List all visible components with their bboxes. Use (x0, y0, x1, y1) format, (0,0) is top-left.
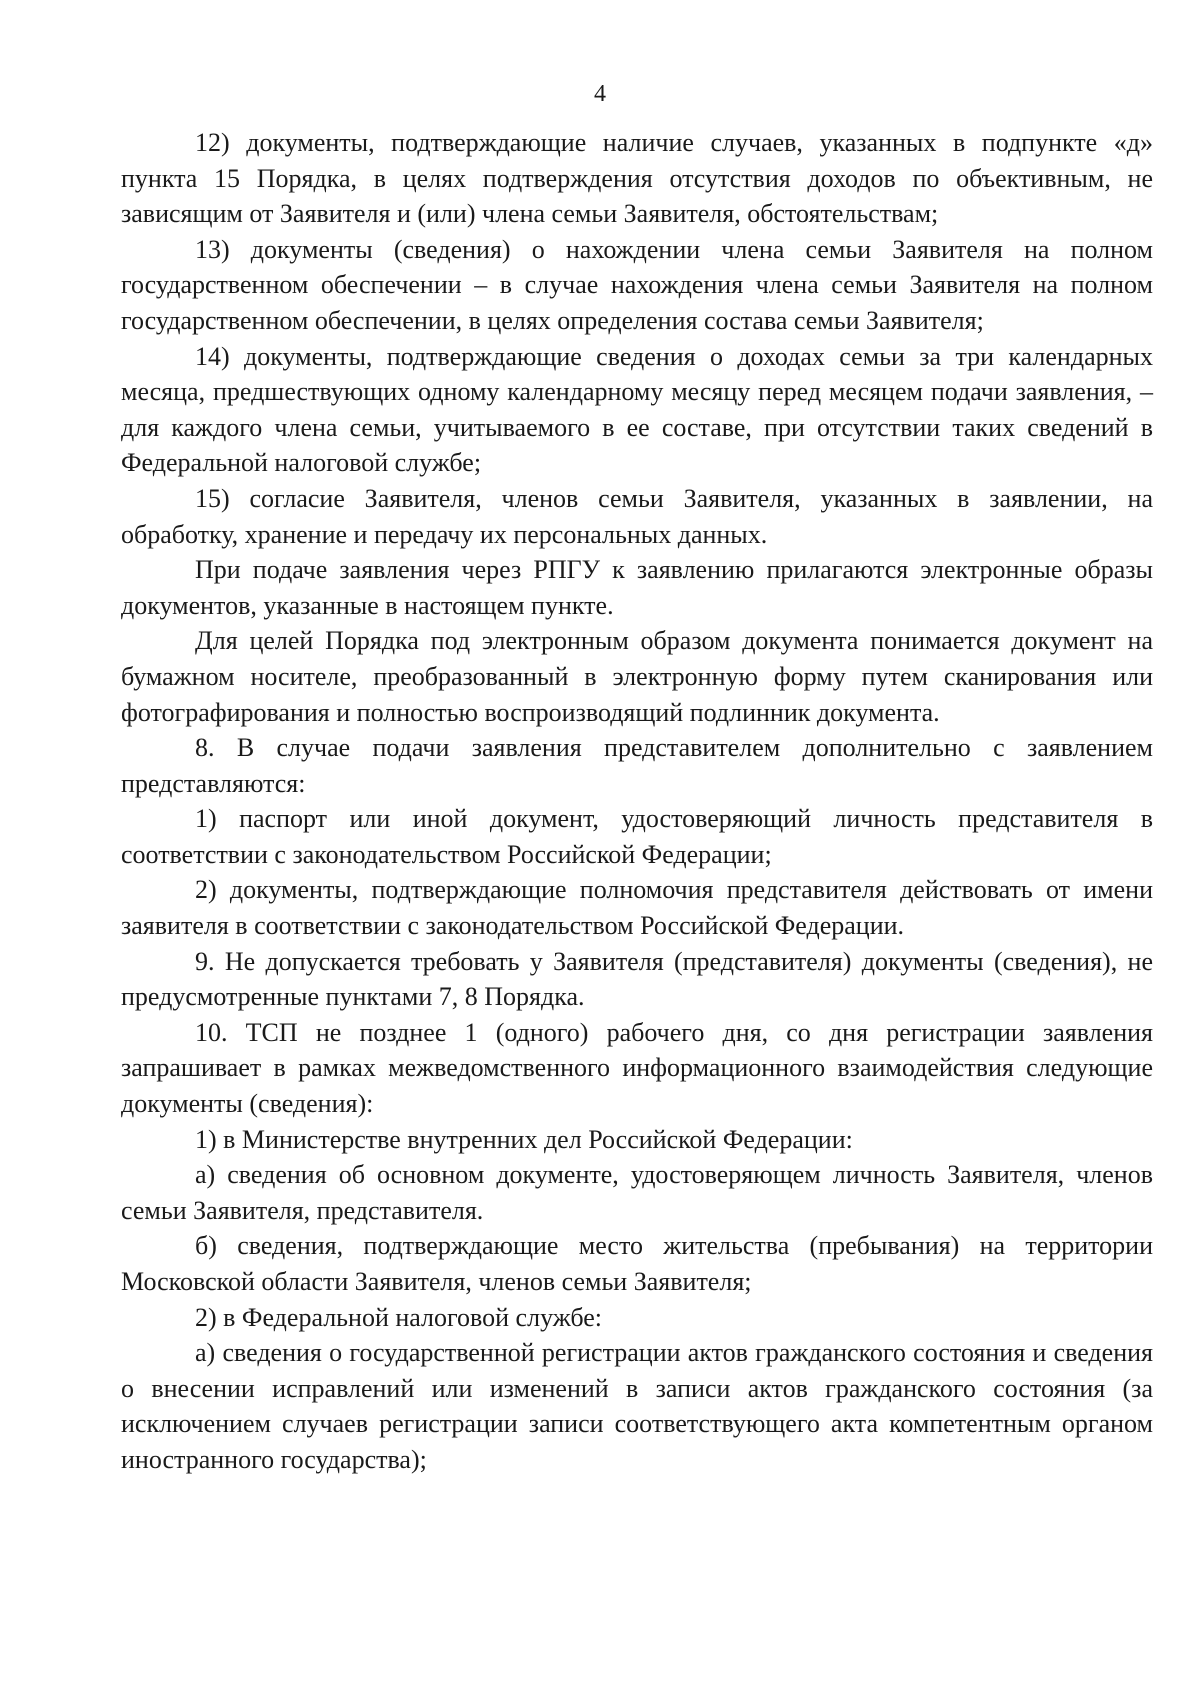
paragraph-clause-8: 8. В случае подачи заявления представителем дополнительно с заявлением представляются: (121, 733, 1153, 798)
paragraph-item-15: 15) согласие Заявителя, членов семьи Заявителя, указанных в заявлении, на обработку, хранение и передачу их персональных данных. (121, 483, 1153, 549)
paragraph-item-14: 14) документы, подтверждающие сведения о доходах семьи за три календарных месяца, предшествующих одному календарному месяцу перед месяцем подачи заявления, – для каждого члена семьи, учитываемого в ее составе, при отсутствии таких сведений в Федеральной налоговой службе; (121, 341, 1153, 478)
paragraph-clause-9: 9. Не допускается требовать у Заявителя (представителя) документы (сведения), не предусмотренные пунктами 7, 8 Порядка. (121, 946, 1153, 1012)
paragraph-rpgu-submission: При подаче заявления через РПГУ к заявлению прилагаются электронные образы документов, указанные в настоящем пункте. (121, 555, 1153, 620)
paragraph-item-13: 13) документы (сведения) о нахождении члена семьи Заявителя на полном государственном обеспечении – в случае нахождения члена семьи Заявителя на полном государственном обеспечении, в целях определения состава семьи Заявителя; (121, 234, 1153, 335)
document-body (121, 125, 1153, 1478)
paragraph-clause-10-item-2: 2) в Федеральной налоговой службе: (195, 1302, 602, 1332)
page-number: 4 (594, 81, 606, 107)
paragraph-clause-10-item-1a: а) сведения об основном документе, удостоверяющем личность Заявителя, членов семьи Заявителя, представителя. (121, 1160, 1153, 1225)
paragraph-electronic-image-definition: Для целей Порядка под электронным образом документа понимается документ на бумажном носителе, преобразованный в электронную форму путем сканирования или фотографирования и полностью воспроизводящий подлинник документа. (121, 626, 1153, 727)
paragraph-clause-10-item-1b: б) сведения, подтверждающие место жительства (пребывания) на территории Московской области Заявителя, членов семьи Заявителя; (121, 1231, 1153, 1296)
paragraph-clause-10-item-2a: а) сведения о государственной регистрации актов гражданского состояния и сведения о внесении исправлений или изменений в записи актов гражданского состояния (за исключением случаев регистрации записи соответствующего акта компетентным органом иностранного государства); (121, 1338, 1153, 1474)
paragraph-clause-10-item-1: 1) в Министерстве внутренних дел Российской Федерации: (195, 1124, 853, 1154)
paragraph-clause-10: 10. ТСП не позднее 1 (одного) рабочего дня, со дня регистрации заявления запрашивает в рамках межведомственного информационного взаимодействия следующие документы (сведения): (121, 1017, 1153, 1119)
paragraph-clause-8-item-2: 2) документы, подтверждающие полномочия представителя действовать от имени заявителя в соответствии с законодательством Российской Федерации. (121, 875, 1153, 941)
paragraph-clause-8-item-1: 1) паспорт или иной документ, удостоверяющий личность представителя в соответствии с законодательством Российской Федерации; (121, 804, 1153, 869)
paragraph-item-12: 12) документы, подтверждающие наличие случаев, указанных в подпункте «д» пункта 15 Порядка, в целях подтверждения отсутствия доходов по объективным, не зависящим от Заявителя и (или) члена семьи Заявителя, обстоятельствам; (121, 128, 1153, 229)
